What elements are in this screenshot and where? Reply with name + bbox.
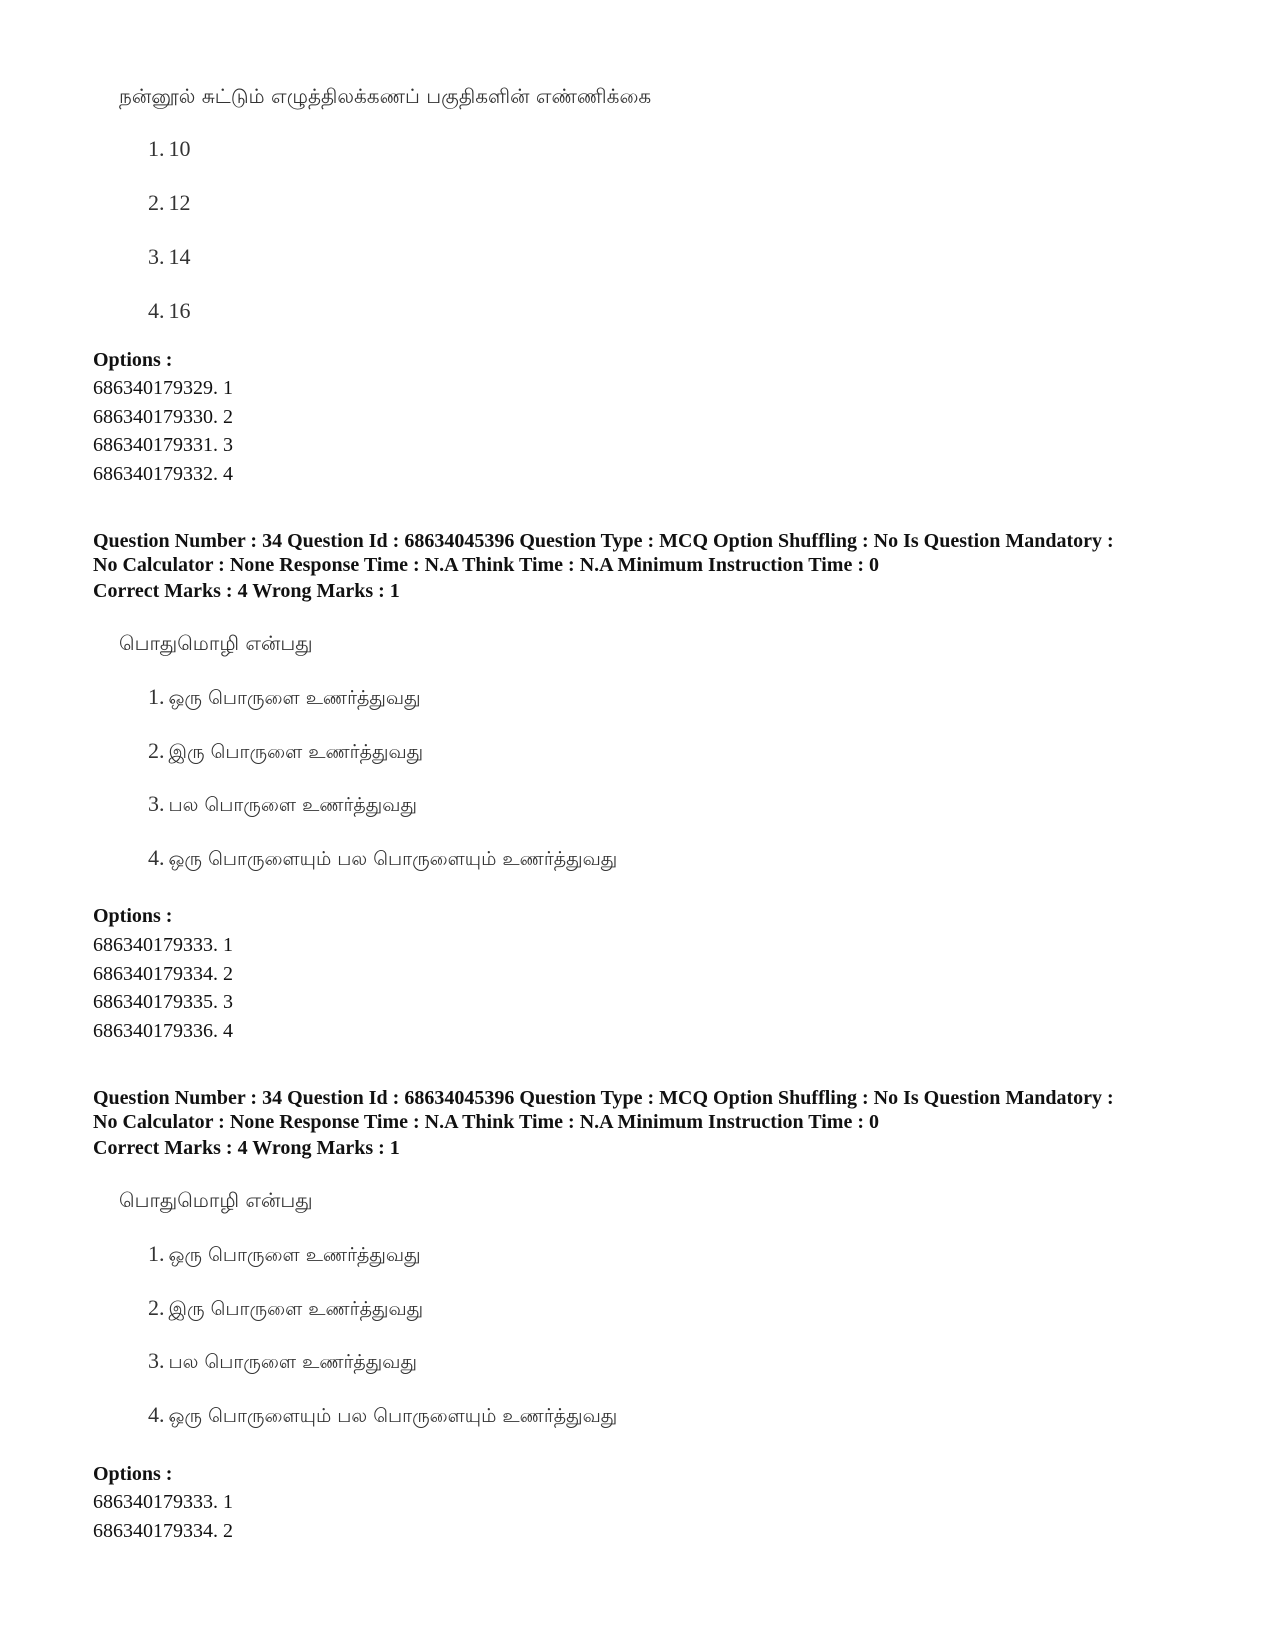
choice-text: இரு பொருளை உணர்த்துவது: [168, 1298, 424, 1320]
choice-text: ஒரு பொருளையும் பல பொருளையும் உணர்த்துவது: [168, 848, 618, 870]
choice-number: 4.: [148, 1402, 165, 1427]
choice-item: [148, 738, 423, 766]
question-meta-line: Question Number : 34 Question Id : 68634045396 Question Type : MCQ Option Shuffling : No Is Question Mandatory :: [93, 530, 1114, 552]
choice-item: [148, 1348, 417, 1376]
choice-item: [148, 1402, 617, 1430]
choice-item: [148, 190, 191, 216]
options-heading: Options :: [93, 1463, 173, 1485]
option-id-line: 686340179331. 3: [93, 434, 233, 456]
choice-item: [148, 1295, 423, 1323]
choice-number: 4.: [148, 845, 165, 870]
question-text: பொதுமொழி என்பது: [119, 1188, 313, 1212]
choice-number: 3.: [148, 244, 165, 269]
option-id-line: 686340179332. 4: [93, 463, 233, 485]
choice-item: [148, 244, 191, 270]
choice-number: 2.: [148, 1295, 165, 1320]
choice-number: 1.: [148, 684, 165, 709]
choice-number: 3.: [148, 791, 165, 816]
marks-line: Correct Marks : 4 Wrong Marks : 1: [93, 1137, 400, 1159]
choice-item: [148, 791, 417, 819]
options-heading: Options :: [93, 349, 173, 371]
choice-number: 1.: [148, 136, 165, 161]
question-meta-line: No Calculator : None Response Time : N.A Think Time : N.A Minimum Instruction Time : 0: [93, 1111, 879, 1133]
choice-text: 10: [168, 136, 191, 161]
option-id-line: 686340179329. 1: [93, 377, 233, 399]
choice-number: 4.: [148, 298, 165, 323]
option-id-line: 686340179333. 1: [93, 1491, 233, 1513]
option-id-line: 686340179330. 2: [93, 406, 233, 428]
question-text: பொதுமொழி என்பது: [119, 631, 313, 655]
choice-text: பல பொருளை உணர்த்துவது: [168, 1351, 417, 1373]
choice-item: [148, 298, 191, 324]
choice-text: பல பொருளை உணர்த்துவது: [168, 794, 417, 816]
choice-number: 3.: [148, 1348, 165, 1373]
choice-text: ஒரு பொருளை உணர்த்துவது: [168, 687, 421, 709]
choice-item: [148, 684, 421, 712]
question-text: நன்னூல் சுட்டும் எழுத்திலக்கணப் பகுதிகளின் எண்ணிக்கை: [119, 84, 652, 108]
choice-text: 12: [168, 190, 191, 215]
question-metadata: [93, 529, 1213, 577]
choice-number: 2.: [148, 738, 165, 763]
option-id-line: 686340179334. 2: [93, 1520, 233, 1542]
choice-item: [148, 845, 617, 873]
question-metadata: [93, 1086, 1213, 1134]
marks-line: Correct Marks : 4 Wrong Marks : 1: [93, 580, 400, 602]
option-id-line: 686340179336. 4: [93, 1020, 233, 1042]
choice-text: இரு பொருளை உணர்த்துவது: [168, 741, 424, 763]
choice-text: 14: [168, 244, 191, 269]
choice-number: 1.: [148, 1241, 165, 1266]
choice-item: [148, 1241, 421, 1269]
option-id-line: 686340179335. 3: [93, 991, 233, 1013]
question-meta-line: Question Number : 34 Question Id : 68634045396 Question Type : MCQ Option Shuffling : No Is Question Mandatory :: [93, 1087, 1114, 1109]
choice-item: [148, 136, 191, 162]
choice-text: ஒரு பொருளையும் பல பொருளையும் உணர்த்துவது: [168, 1405, 618, 1427]
options-heading: Options :: [93, 905, 173, 927]
choice-text: ஒரு பொருளை உணர்த்துவது: [168, 1244, 421, 1266]
option-id-line: 686340179333. 1: [93, 934, 233, 956]
option-id-line: 686340179334. 2: [93, 963, 233, 985]
question-meta-line: No Calculator : None Response Time : N.A Think Time : N.A Minimum Instruction Time : 0: [93, 554, 879, 576]
choice-text: 16: [168, 298, 191, 323]
choice-number: 2.: [148, 190, 165, 215]
